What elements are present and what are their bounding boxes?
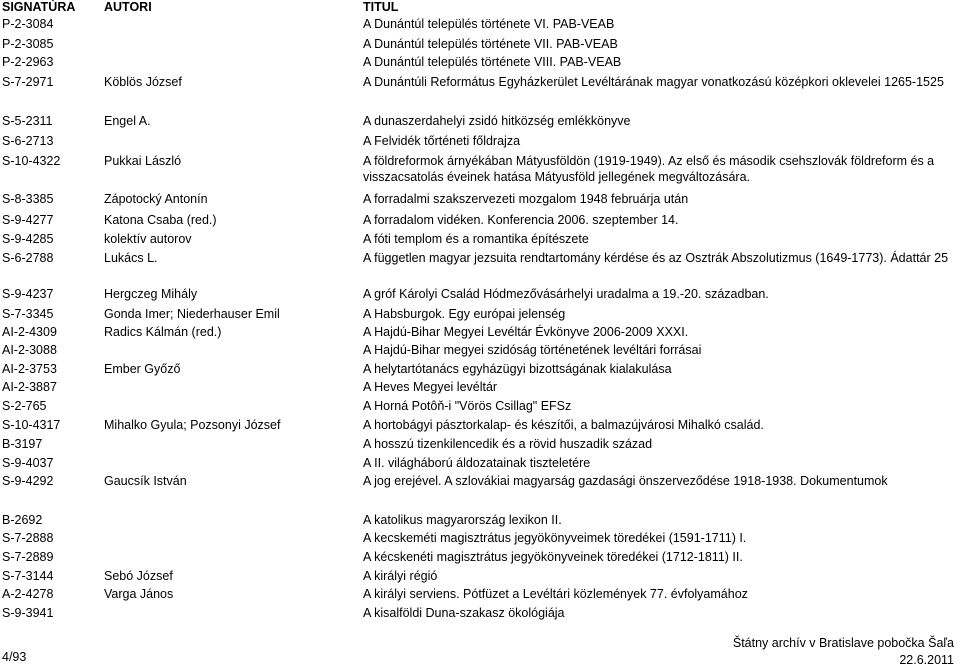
author-cell: kolektív autorov — [104, 232, 192, 246]
author-cell: Zápotocký Antonín — [104, 192, 208, 206]
title-cell: A forradalmi szakszervezeti mozgalom 1948 februárja után — [363, 192, 689, 206]
signature-cell: P-2-2963 — [2, 55, 54, 69]
title-cell: A II. világháború áldozatainak tiszteletére — [363, 456, 591, 470]
title-cell: A hortobágyi pásztorkalap- és készítői, a balmazújvárosi Mihalkó család. — [363, 418, 764, 432]
title-cell: A Horná Potôň-i "Vörös Csillag" EFSz — [363, 399, 572, 413]
title-cell: A Dunántúl település története VIII. PAB-VEAB — [363, 55, 622, 69]
author-cell: Ember Győző — [104, 362, 181, 376]
signature-cell: S-6-2713 — [2, 134, 54, 148]
signature-cell: S-9-4037 — [2, 456, 54, 470]
title-cell: A Dunántúl település története VII. PAB-VEAB — [363, 37, 618, 51]
author-cell: Köblös József — [104, 75, 182, 89]
signature-cell: A-2-4278 — [2, 587, 54, 601]
title-cell: A Dunántúli Református Egyházkerület Levéltárának magyar vonatkozású középkori oklevelei 1265-1525 — [363, 75, 944, 89]
column-header-signature: SIGNATÚRA — [2, 0, 76, 14]
signature-cell: AI-2-3753 — [2, 362, 57, 376]
author-cell: Gonda Imer; Niederhauser Emil — [104, 307, 280, 321]
institution-name: Štátny archív v Bratislave pobočka Šaľa — [732, 636, 954, 650]
author-cell: Radics Kálmán (red.) — [104, 325, 222, 339]
author-cell: Katona Csaba (red.) — [104, 213, 217, 227]
title-cell: A Felvidék tőrténeti főldrajza — [363, 134, 521, 148]
title-cell: A Heves Megyei levéltár — [363, 380, 498, 394]
document-date: 22.6.2011 — [899, 653, 954, 667]
signature-cell: S-7-3144 — [2, 569, 54, 583]
signature-cell: S-7-2888 — [2, 531, 54, 545]
author-cell: Pukkai László — [104, 154, 182, 168]
author-cell: Engel A. — [104, 114, 151, 128]
signature-cell: S-9-4285 — [2, 232, 54, 246]
signature-cell: P-2-3085 — [2, 37, 54, 51]
signature-cell: B-2692 — [2, 513, 43, 527]
title-cell: A független magyar jezsuita rendtartomány kérdése és az Osztrák Abszolutizmus (1649-1773). Ádattár 25 — [363, 251, 949, 265]
signature-cell: S-7-2889 — [2, 550, 54, 564]
title-cell: A földreformok árnyékában Mátyusföldön (1919-1949). Az első és második csehszlovák földreform és a visszacsatolás éveinek hatása Mátyusföld jellegének megváltozására. — [363, 154, 935, 184]
author-cell: Sebó József — [104, 569, 173, 583]
signature-cell: S-5-2311 — [2, 114, 53, 128]
signature-cell: S-9-4237 — [2, 287, 54, 301]
title-cell: A helytartótanács egyházügyi bizottságának kialakulása — [363, 362, 672, 376]
column-header-title: TITUL — [363, 0, 399, 14]
title-cell: A gróf Károlyi Család Hódmezővásárhelyi uradalma a 19.-20. században. — [363, 287, 769, 301]
signature-cell: S-7-3345 — [2, 307, 54, 321]
title-cell: A kécskenéti magisztrátus jegyökönyveinek töredékei (1712-1811) II. — [363, 550, 743, 564]
signature-cell: S-10-4317 — [2, 418, 61, 432]
title-cell: A forradalom vidéken. Konferencia 2006. szeptember 14. — [363, 213, 679, 227]
title-cell: A kisalföldi Duna-szakasz ökológiája — [363, 606, 565, 620]
title-cell: A jog erejével. A szlovákiai magyarság gazdasági önszerveződése 1918-1938. Dokumentumok — [363, 474, 888, 488]
signature-cell: S-9-4277 — [2, 213, 54, 227]
title-cell: A dunaszerdahelyi zsidó hitközség emlékkönyve — [363, 114, 631, 128]
signature-cell: B-3197 — [2, 437, 43, 451]
title-cell: A hosszú tizenkilencedik és a rövid huszadik század — [363, 437, 653, 451]
signature-cell: AI-2-4309 — [2, 325, 57, 339]
page-number: 4/93 — [2, 650, 27, 664]
title-cell: A királyi serviens. Pótfüzet a Levéltári közlemények 77. évfolyamához — [363, 587, 748, 601]
signature-cell: S-8-3385 — [2, 192, 54, 206]
title-cell: A Hajdú-Bihar Megyei Levéltár Évkönyve 2006-2009 XXXI. — [363, 325, 689, 339]
author-cell: Gaucsík István — [104, 474, 187, 488]
signature-cell: AI-2-3088 — [2, 343, 57, 357]
title-cell: A kecskeméti magisztrátus jegyökönyveimek töredékei (1591-1711) I. — [363, 531, 747, 545]
author-cell: Mihalko Gyula; Pozsonyi József — [104, 418, 281, 432]
signature-cell: S-2-765 — [2, 399, 47, 413]
signature-cell: P-2-3084 — [2, 17, 54, 31]
title-cell: A királyi régió — [363, 569, 438, 583]
author-cell: Varga János — [104, 587, 174, 601]
column-header-authors: AUTORI — [104, 0, 152, 14]
title-cell: A Dunántúl település története VI. PAB-VEAB — [363, 17, 615, 31]
title-cell: A Hajdú-Bihar megyei szidóság történetének levéltári forrásai — [363, 343, 702, 357]
title-cell: A Habsburgok. Egy európai jelenség — [363, 307, 566, 321]
signature-cell: S-10-4322 — [2, 154, 61, 168]
author-cell: Hergczeg Mihály — [104, 287, 198, 301]
signature-cell: S-7-2971 — [2, 75, 54, 89]
title-cell: A fóti templom és a romantika építészete — [363, 232, 589, 246]
author-cell: Lukács L. — [104, 251, 158, 265]
signature-cell: S-9-3941 — [2, 606, 54, 620]
signature-cell: AI-2-3887 — [2, 380, 57, 394]
signature-cell: S-6-2788 — [2, 251, 54, 265]
title-cell: A katolikus magyarország lexikon II. — [363, 513, 562, 527]
signature-cell: S-9-4292 — [2, 474, 54, 488]
